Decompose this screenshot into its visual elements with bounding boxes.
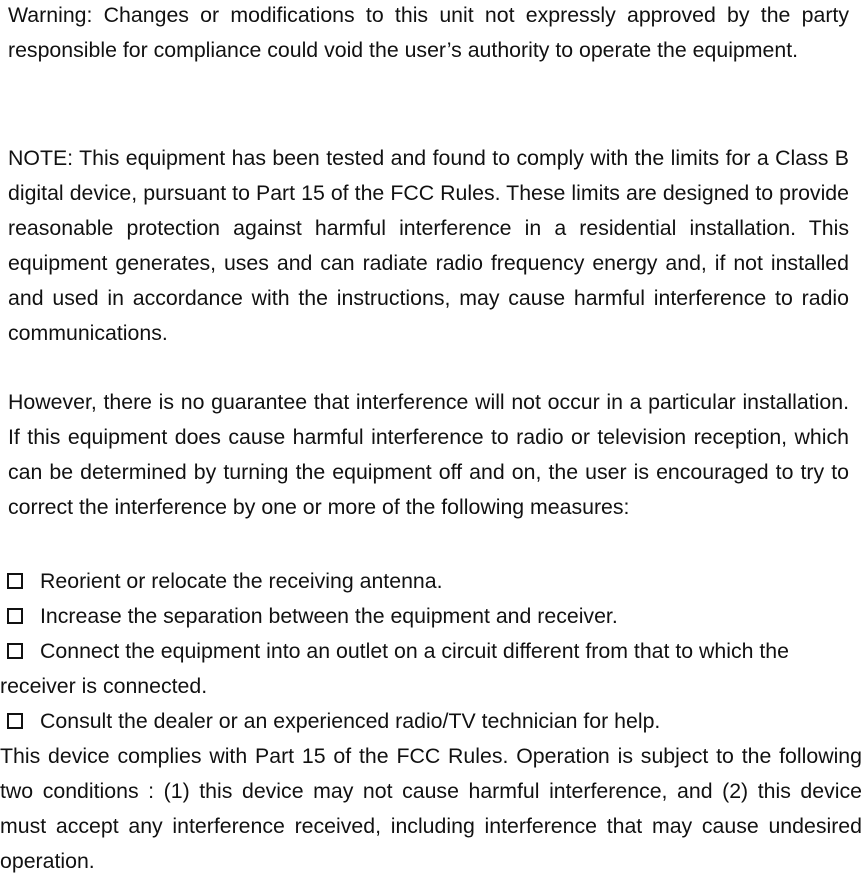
warning-paragraph: Warning: Changes or modifications to this unit not expressly approved by the party responsible for compliance could void the user’s authority to operate the equipment.: [8, 3, 849, 62]
note-paragraph: NOTE: This equipment has been tested and found to comply with the limits for a Class B digital device, pursuant to Part 15 of the FCC Rules. These limits are designed to provide reasonable protection against harmful interference in a residential installation. This equipment generates, uses and can radiate radio frequency energy and, if not installed and used in accordance with the instructions, may cause harmful interference to radio communications.: [8, 146, 849, 345]
measure-text: Consult the dealer or an experienced radio/TV technician for help.: [40, 709, 661, 733]
measures-list: [0, 564, 862, 739]
list-item: [0, 634, 862, 704]
checkbox-icon: [7, 713, 23, 729]
checkbox-icon: [7, 573, 23, 589]
measure-text: Increase the separation between the equipment and receiver.: [40, 604, 618, 628]
list-item: [0, 599, 862, 634]
list-item: [0, 564, 862, 599]
checkbox-icon: [7, 643, 23, 659]
checkbox-icon: [7, 608, 23, 624]
compliance-paragraph: This device complies with Part 15 of the FCC Rules. Operation is subject to the following two conditions : (1) this device may not cause harmful interference, and (2) this device must accept any interference received, including interference that may cause undesired operation.: [0, 744, 862, 873]
however-paragraph: However, there is no guarantee that interference will not occur in a particular installation. If this equipment does cause harmful interference to radio or television reception, which can be determined by turning the equipment off and on, the user is encouraged to try to correct the interference by one or more of the following measures:: [8, 390, 849, 519]
measure-text: Connect the equipment into an outlet on a circuit different from that to which the receiver is connected.: [0, 639, 789, 698]
measure-text: Reorient or relocate the receiving antenna.: [40, 569, 443, 593]
list-item: [0, 704, 862, 739]
